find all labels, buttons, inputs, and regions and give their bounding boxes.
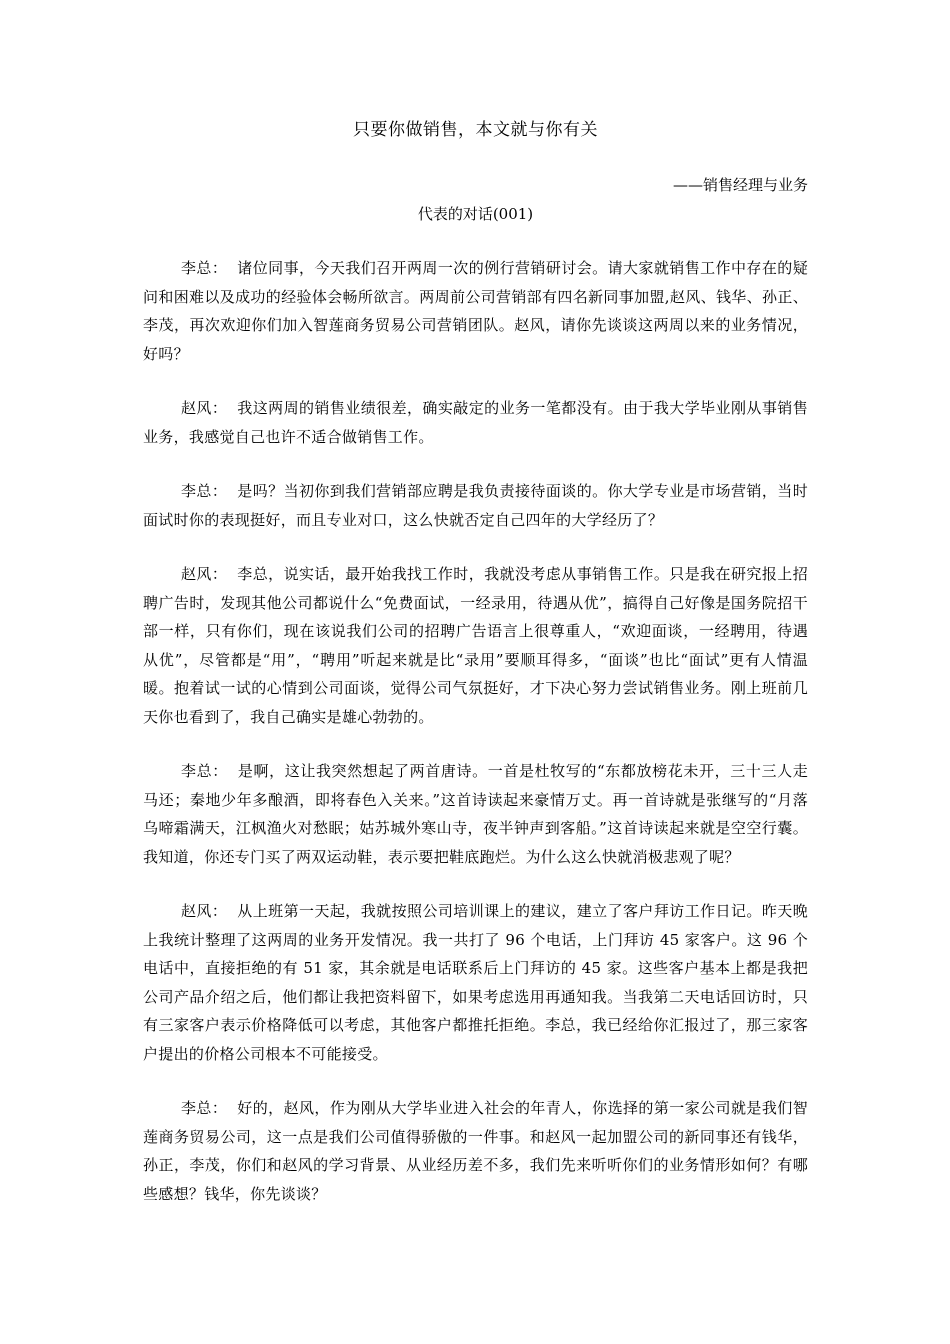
paragraph-text: 好的，赵风，作为刚从大学毕业进入社会的年青人，你选择的第一家公司就是我们智莲商务贸易公司，这一点是我们公司值得骄傲的一件事。和赵风一起加盟公司的新同事还有钱华，孙正，李茂，你们和赵风的学习背景、从业经历差不多，我们先来听听你们的业务情形如何？有哪些感想？钱华，你先谈谈？ bbox=[143, 1099, 809, 1203]
dialogue-paragraph bbox=[143, 560, 808, 731]
speaker-label: 李总： bbox=[181, 482, 228, 500]
paragraph-text: 诸位同事，今天我们召开两周一次的例行营销研讨会。请大家就销售工作中存在的疑问和困难以及成功的经验体会畅所欲言。两周前公司营销部有四名新同事加盟,赵风、钱华、孙正、李茂，再次欢迎你们加入智莲商务贸易公司营销团队。赵风，请你先谈谈这两周以来的业务情况，好吗？ bbox=[143, 259, 809, 363]
paragraph-text: 我这两周的销售业绩很差，确实敲定的业务一笔都没有。由于我大学毕业刚从事销售业务，我感觉自己也许不适合做销售工作。 bbox=[143, 399, 809, 446]
dialogue-paragraph bbox=[143, 757, 808, 871]
document-subtitle-line1: ——销售经理与业务 bbox=[672, 176, 808, 194]
document-title: 只要你做销售，本文就与你有关 bbox=[353, 120, 598, 140]
speaker-label: 赵风： bbox=[181, 902, 228, 920]
paragraph-text: 从上班第一天起，我就按照公司培训课上的建议，建立了客户拜访工作日记。昨天晚上我统计整理了这两周的业务开发情况。我一共打了 96 个电话，上门拜访 45 家客户。这 96 个电话中，直接拒绝的有 51 家，其余就是电话联系后上门拜访的 45 家。这些客户基本上都是我把公司产品介绍之后，他们都让我把资料留下，如果考虑选用再通知我。当我第二天电话回访时，只有三家客户表示价格降低可以考虑，其他客户都推托拒绝。李总，我已经给你汇报过了，那三家客户提出的价格公司根本不可能接受。 bbox=[143, 902, 809, 1063]
dialogue-paragraph bbox=[143, 254, 808, 368]
speaker-label: 李总： bbox=[181, 259, 228, 277]
document-subtitle-line2: 代表的对话(001) bbox=[417, 205, 534, 223]
speaker-label: 赵风： bbox=[181, 399, 228, 417]
dialogue-paragraph bbox=[143, 394, 808, 451]
dialogue-paragraph bbox=[143, 897, 808, 1068]
document-body bbox=[143, 254, 808, 1234]
speaker-label: 赵风： bbox=[181, 565, 228, 583]
speaker-label: 李总： bbox=[181, 762, 228, 780]
dialogue-paragraph bbox=[143, 1094, 808, 1208]
paragraph-text: 是吗？当初你到我们营销部应聘是我负责接待面谈的。你大学专业是市场营销，当时面试时你的表现挺好，而且专业对口，这么快就否定自己四年的大学经历了？ bbox=[143, 482, 809, 529]
speaker-label: 李总： bbox=[181, 1099, 228, 1117]
paragraph-text: 李总，说实话，最开始我找工作时，我就没考虑从事销售工作。只是我在研究报上招聘广告时，发现其他公司都说什么“免费面试，一经录用，待遇从优”，搞得自己好像是国务院招干部一样，只有你们，现在该说我们公司的招聘广告语言上很尊重人，“欢迎面谈，一经聘用，待遇从优”，尽管都是“用”，“聘用”听起来就是比“录用”要顺耳得多，“面谈”也比“面试”更有人情温暖。抱着试一试的心情到公司面谈，觉得公司气氛挺好，才下决心努力尝试销售业务。刚上班前几天你也看到了，我自己确实是雄心勃勃的。 bbox=[143, 565, 809, 726]
dialogue-paragraph bbox=[143, 477, 808, 534]
paragraph-text: 是啊，这让我突然想起了两首唐诗。一首是杜牧写的“东都放榜花未开，三十三人走马还；秦地少年多酿酒，即将春色入关来。”这首诗读起来豪情万丈。再一首诗就是张继写的“月落乌啼霜满天，江枫渔火对愁眠；姑苏城外寒山寺，夜半钟声到客船。”这首诗读起来就是空空行囊。我知道，你还专门买了两双运动鞋，表示要把鞋底跑烂。为什么这么快就消极悲观了呢？ bbox=[143, 762, 808, 866]
